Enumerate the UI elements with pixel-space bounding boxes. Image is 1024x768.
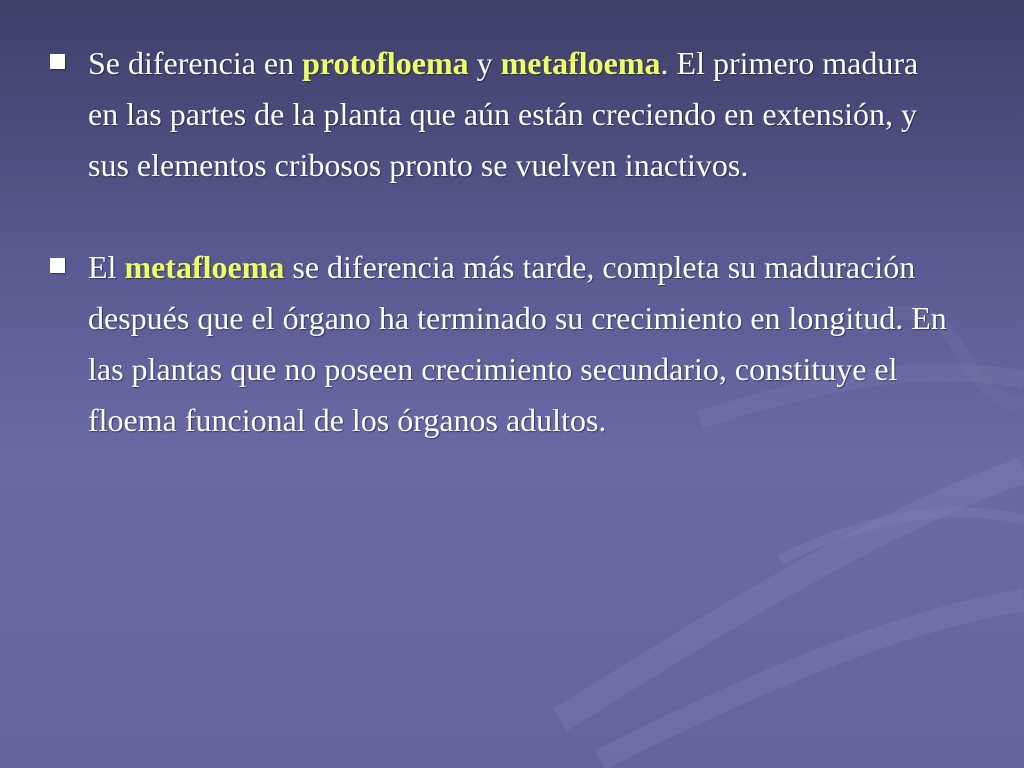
bullet-1-between: y: [468, 45, 501, 81]
bullet-item-protofloema: [48, 38, 948, 191]
bullet-1-suffix: . El primero madura en las partes de la planta que aún están creciendo en extensión, y sus elementos cribosos pronto se vuelven inactivos.: [88, 45, 919, 183]
bullet-list: [48, 38, 948, 446]
bullet-2-suffix: se diferencia más tarde, completa su maduración después que el órgano ha terminado su crecimiento en longitud. En las plantas que no poseen crecimiento secundario, constituye el floema funcional de los órganos adultos.: [88, 249, 947, 438]
square-bullet-icon: [50, 258, 65, 273]
bullet-2-prefix: El: [88, 249, 125, 285]
square-bullet-icon: [50, 54, 65, 69]
term-protofloema: protofloema: [302, 45, 469, 81]
term-metafloema: metafloema: [124, 249, 285, 285]
bullet-1-prefix: Se diferencia en: [88, 45, 303, 81]
bullet-item-metafloema: [48, 242, 948, 446]
term-metafloema: metafloema: [500, 45, 661, 81]
